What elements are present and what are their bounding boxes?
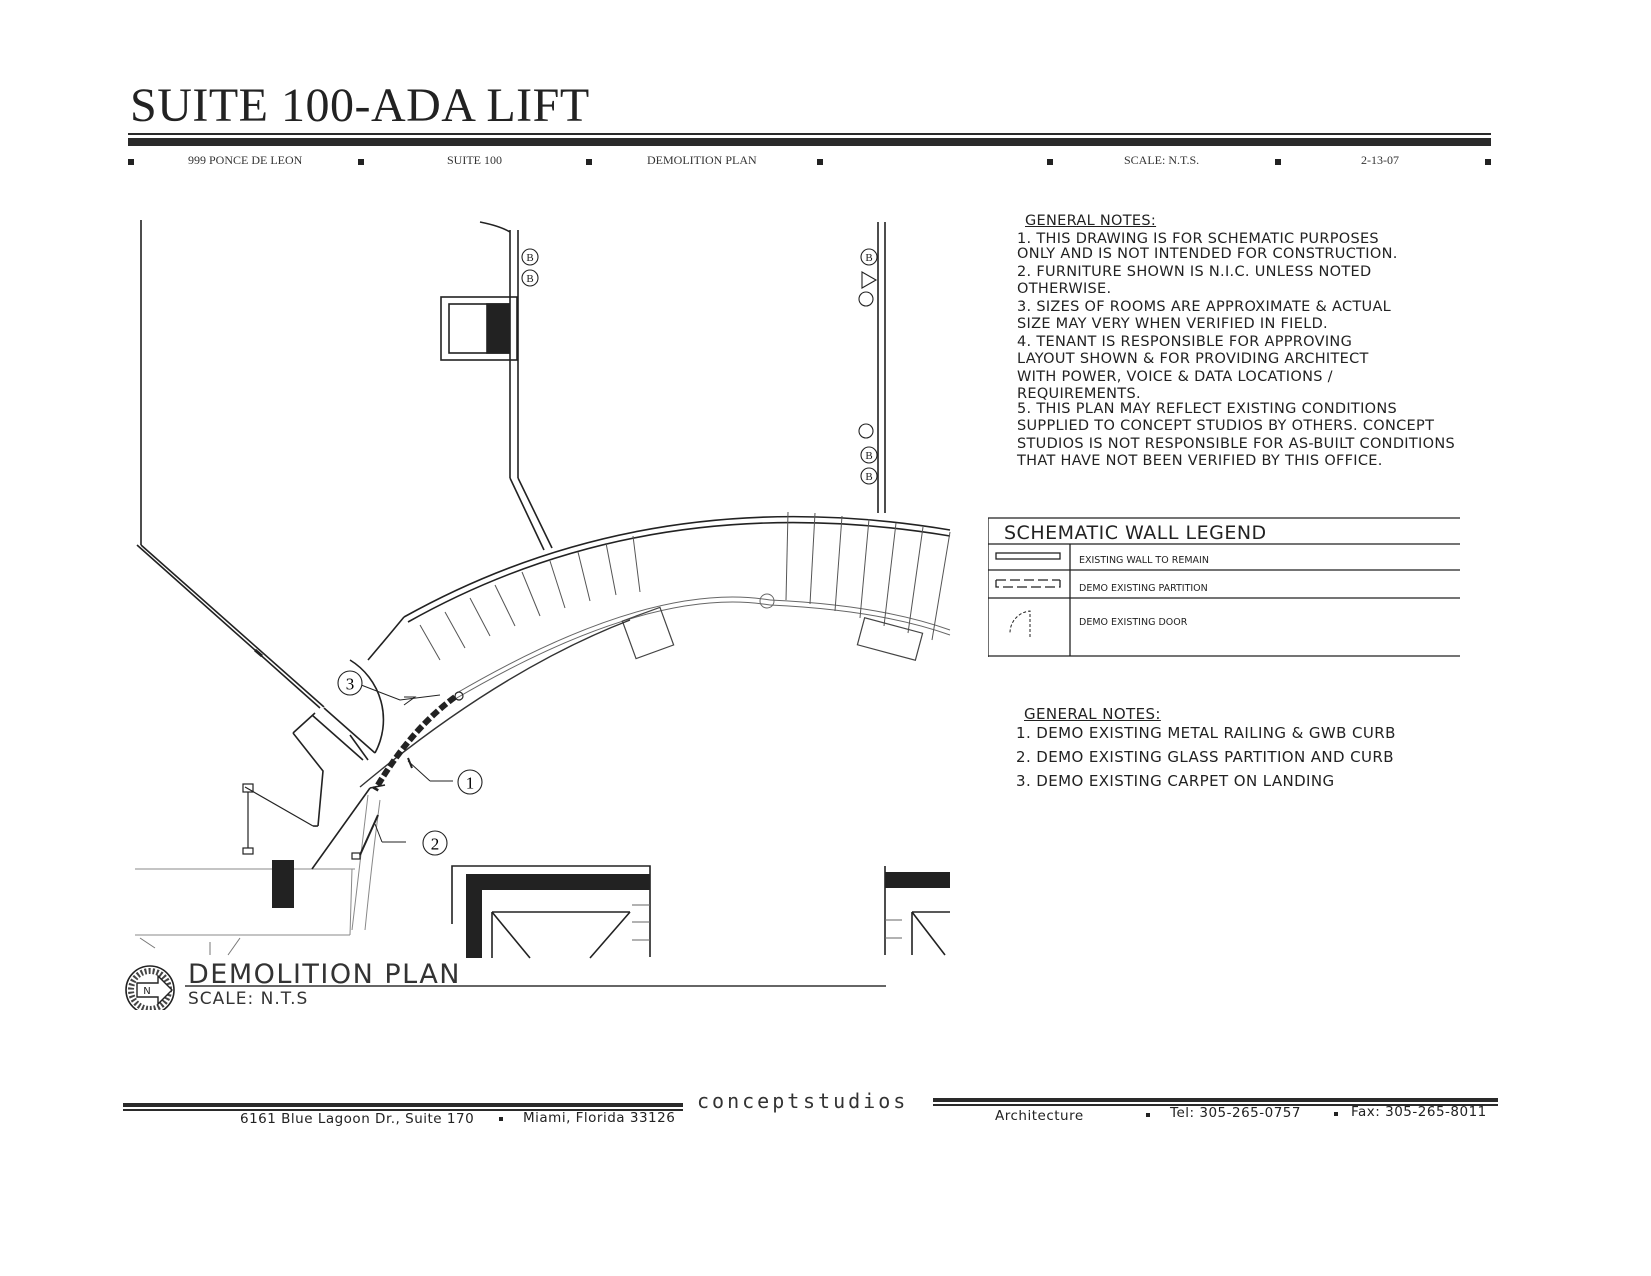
header-address: 999 PONCE DE LEON — [188, 153, 303, 167]
north-arrow-icon — [126, 966, 174, 1010]
footer-bullet — [1146, 1113, 1150, 1117]
wall-legend — [988, 517, 1460, 657]
footer-rule-left-thick — [123, 1103, 683, 1107]
wall-legend-title: SCHEMATIC WALL LEGEND — [1004, 522, 1267, 544]
plan-scale: SCALE: N.T.S — [188, 989, 309, 1009]
outlet-label: B — [865, 252, 873, 264]
note-line: 4. TENANT IS RESPONSIBLE FOR APPROVING — [1017, 333, 1353, 350]
general-notes-heading: GENERAL NOTES: — [1025, 213, 1157, 229]
footer-bullet — [1334, 1112, 1338, 1116]
general-notes — [1017, 213, 1455, 471]
header-date: 2-13-07 — [1361, 153, 1399, 167]
demo-note-1: 1. DEMO EXISTING METAL RAILING & GWB CURB — [1016, 724, 1396, 742]
svg-text:1: 1 — [465, 773, 475, 793]
footer-tel: Tel: 305-265-0757 — [1170, 1105, 1301, 1121]
note-line: STUDIOS IS NOT RESPONSIBLE FOR AS-BUILT CONDITIONS — [1017, 435, 1455, 452]
legend-row-demo-door: DEMO EXISTING DOOR — [1079, 617, 1188, 628]
brand-concept: concept — [697, 1089, 803, 1113]
demo-note-3: 3. DEMO EXISTING CARPET ON LANDING — [1016, 772, 1335, 790]
header-bullet — [1485, 159, 1491, 165]
brand-studios: studios — [803, 1089, 909, 1113]
footer-rule-right-thick — [933, 1098, 1498, 1102]
footer-fax: Fax: 305-265-8011 — [1351, 1104, 1487, 1120]
footer-discipline: Architecture — [995, 1108, 1084, 1124]
note-line: 2. FURNITURE SHOWN IS N.I.C. UNLESS NOTED — [1017, 263, 1372, 280]
note-line: 5. THIS PLAN MAY REFLECT EXISTING CONDITIONS — [1017, 400, 1398, 417]
svg-text:N: N — [143, 986, 151, 997]
note-line: 3. SIZES OF ROOMS ARE APPROXIMATE & ACTUAL — [1017, 298, 1392, 315]
note-line: SUPPLIED TO CONCEPT STUDIOS BY OTHERS. CONCEPT — [1017, 418, 1435, 434]
demolition-floor-plan — [0, 0, 960, 1010]
outlet-label: B — [526, 252, 534, 264]
header-scale: SCALE: N.T.S. — [1124, 153, 1200, 167]
note-line: THAT HAVE NOT BEEN VERIFIED BY THIS OFFICE. — [1017, 453, 1383, 469]
outlet-label: B — [526, 273, 534, 285]
footer-bullet — [499, 1117, 503, 1121]
note-line: ONLY AND IS NOT INTENDED FOR CONSTRUCTION. — [1017, 246, 1398, 262]
demo-notes-heading: GENERAL NOTES: — [1024, 705, 1161, 723]
page-title: SUITE 100-ADA LIFT — [130, 79, 590, 132]
svg-text:2: 2 — [430, 834, 440, 854]
header-sheet: DEMOLITION PLAN — [647, 153, 757, 167]
note-tag-3 — [338, 671, 362, 695]
note-tag-2 — [423, 831, 447, 855]
demo-note-2: 2. DEMO EXISTING GLASS PARTITION AND CURB — [1016, 748, 1394, 766]
header-suite: SUITE 100 — [447, 153, 502, 167]
header-bullet — [1047, 159, 1053, 165]
legend-row-demo-partition: DEMO EXISTING PARTITION — [1079, 583, 1208, 594]
outlet-label: B — [865, 450, 873, 462]
legend-row-existing-wall: EXISTING WALL TO REMAIN — [1079, 555, 1209, 566]
header-bullet — [1275, 159, 1281, 165]
note-line: WITH POWER, VOICE & DATA LOCATIONS / — [1017, 368, 1333, 385]
footer-city: Miami, Florida 33126 — [523, 1110, 676, 1126]
note-line: SIZE MAY VERY WHEN VERIFIED IN FIELD. — [1017, 316, 1328, 332]
outlet-label: B — [865, 471, 873, 483]
note-line: 1. THIS DRAWING IS FOR SCHEMATIC PURPOSES — [1017, 230, 1379, 247]
plan-title: DEMOLITION PLAN — [188, 959, 462, 990]
note-line: LAYOUT SHOWN & FOR PROVIDING ARCHITECT — [1017, 351, 1369, 367]
footer-address: 6161 Blue Lagoon Dr., Suite 170 — [240, 1111, 475, 1127]
note-line: OTHERWISE. — [1017, 281, 1112, 297]
svg-text:3: 3 — [345, 674, 355, 694]
note-tag-1 — [458, 770, 482, 794]
note-line: REQUIREMENTS. — [1017, 386, 1141, 402]
